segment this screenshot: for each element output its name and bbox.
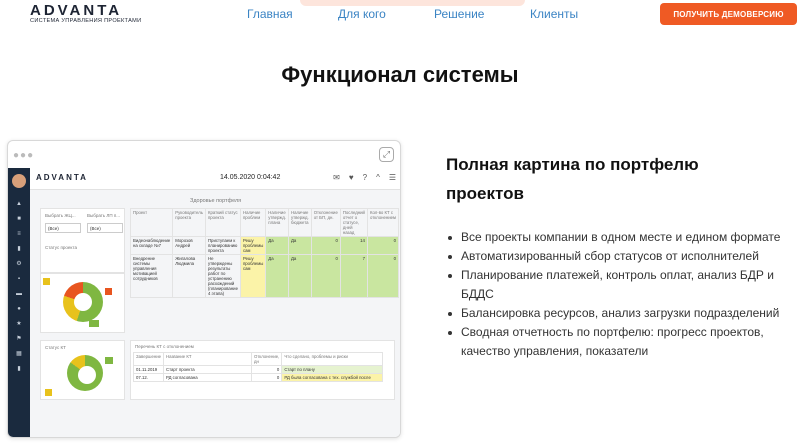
cell: Да [289,255,312,298]
list-item: Автоматизированный сбор статусов от исполнителей [446,247,796,266]
user-icon: ● [17,305,21,312]
window-dots-icon: ●●● [13,150,35,161]
nav-link-for-whom[interactable]: Для кого [338,7,386,21]
kt-status-donut [67,355,103,391]
app-sidebar [8,168,30,438]
kt-tag-green [105,357,113,364]
app-screenshot-window [7,140,401,438]
cell: 0 [367,255,398,298]
star-icon: ★ [16,321,22,327]
cell: Решу проблемы сам [240,237,265,255]
portfolio-title: Здоровье портфеля [190,198,242,204]
help-icon: ? [362,173,368,182]
cell: Да [289,237,312,255]
donut-tag-green [89,320,99,327]
cell: 0 [367,237,398,255]
cell: 0 [252,366,282,374]
app-logo: ADVANTA [36,173,88,182]
project-status-chart [40,273,125,333]
doc-icon: ▪ [17,275,21,282]
cell: Решу проблемы сам [240,255,265,298]
col-header: Последний отчет о статусе, дней назад [340,209,367,237]
cell: Не утверждены результаты работ по устранению расхождений (планирование 4 этапа) [205,255,240,298]
col-header: Отклонение, дн [252,353,282,366]
list-item: Все проекты компании в одном месте и едином формате [446,228,796,247]
app-topbar [30,168,401,190]
col-header: Наличие утвержд. бюджета [289,209,312,237]
cell: 14 [340,237,367,255]
col-header: Отклонение от БП, дн. [311,209,340,237]
feature-list [446,228,796,361]
filters-panel [40,208,125,273]
cell: 0 [252,374,282,382]
avatar [12,174,26,188]
table-row[interactable] [134,374,383,382]
kt-list-panel [130,340,395,400]
project-status-label: Статус проекта [45,245,77,250]
logo-tagline: СИСТЕМА УПРАВЛЕНИЯ ПРОЕКТАМИ [30,18,142,24]
col-header: Проект [131,209,173,237]
cell: Жигалова Людмила [173,255,206,298]
table-row[interactable] [134,366,383,374]
cell: Видеонаблюдение на складе №7 [131,237,173,255]
feature-title: Полная картина по портфелю проектов [446,155,699,203]
home-icon: ▲ [16,200,22,207]
list-item: Сводная отчетность по портфелю: прогресс проектов, качество управления, показатели [446,323,796,361]
cell: Старт проекта [164,366,252,374]
donut-tag-yellow [43,278,50,285]
col-header: Название КТ [164,353,252,366]
cell: Приступаем к планированию проекта [205,237,240,255]
cell: РД была согласована с тех. службой после [282,374,383,382]
kt-list-label: Перечень КТ с отклонением [135,344,194,349]
cell: Да [266,237,289,255]
list-item: Балансировка ресурсов, анализ загрузки подразделений [446,304,796,323]
kt-table [133,352,383,382]
filter2-label: Выбрать ЛП п... [87,213,121,218]
cell: 0 [311,255,340,298]
inbox-icon: ✉ [333,173,340,182]
table-row[interactable] [131,237,399,255]
col-header: Наличие утвержд. плана [266,209,289,237]
donut-tag-red [105,288,112,295]
cell: 7 [340,255,367,298]
calendar-icon: ▦ [16,351,22,357]
app-main [30,168,401,438]
filter1-select[interactable]: (Все) [45,223,81,233]
like-icon: ♥ [348,173,354,182]
get-demo-button[interactable]: ПОЛУЧИТЬ ДЕМОВЕРСИЮ [660,3,797,25]
window-titlebar [8,141,400,168]
projects-table-header [131,209,399,237]
folder-icon: ▬ [16,290,22,297]
cell: 01.11.2019 [134,366,164,374]
col-header: Руководитель проекта [173,209,206,237]
logo-text: ADVANTA [30,2,123,19]
nav-link-home[interactable]: Главная [247,7,293,21]
nav-link-solution[interactable]: Решение [434,7,485,21]
project-status-donut [63,282,103,322]
col-header: Кол-во КТ с отклонением [367,209,398,237]
cell: Старт по плану [282,366,383,374]
chart-icon: ▮ [17,246,21,252]
cell: 07.12. [134,374,164,382]
expand-icon[interactable]: ⤢ [379,147,394,162]
site-logo[interactable] [30,2,141,24]
gear-icon: ⚙ [16,261,22,267]
bookmark-icon: ▮ [17,366,21,372]
nav-highlight [300,0,525,6]
col-header: Наличие проблем [240,209,265,237]
list-icon: ≡ [17,230,21,237]
cell: Морозов Андрей [173,237,206,255]
app-datetime: 14.05.2020 0:04:42 [220,174,281,181]
table-row[interactable] [131,255,399,298]
site-header [0,0,800,28]
grid-icon: ■ [17,215,21,222]
cell: Да [266,255,289,298]
nav-link-clients[interactable]: Клиенты [530,7,579,21]
cell: РД согласована [164,374,252,382]
flag-icon: ⚑ [16,336,22,342]
col-header: Краткий статус проекта [205,209,240,237]
filter2-select[interactable]: (Все) [87,223,123,233]
col-header: Что сделано, проблемы и риски [282,353,383,366]
projects-table [130,208,399,298]
kt-status-label: Статус КТ [45,345,66,350]
kt-tag-yellow [45,389,52,396]
menu-icon: ☰ [388,173,396,182]
caret-icon: ^ [376,173,380,182]
section-title: Функционал системы [281,62,519,87]
list-item: Планирование платежей, контроль оплат, анализ БДР и БДДС [446,266,796,304]
cell: Внедрение системы управления мотивацией сотрудников [131,255,173,298]
app-toolbar-icons [324,173,396,182]
kt-table-header [134,353,383,366]
col-header: Завершение [134,353,164,366]
filter1-label: Выбрать ЖЦ... [45,213,76,218]
cell: 0 [311,237,340,255]
kt-status-panel [40,340,125,400]
